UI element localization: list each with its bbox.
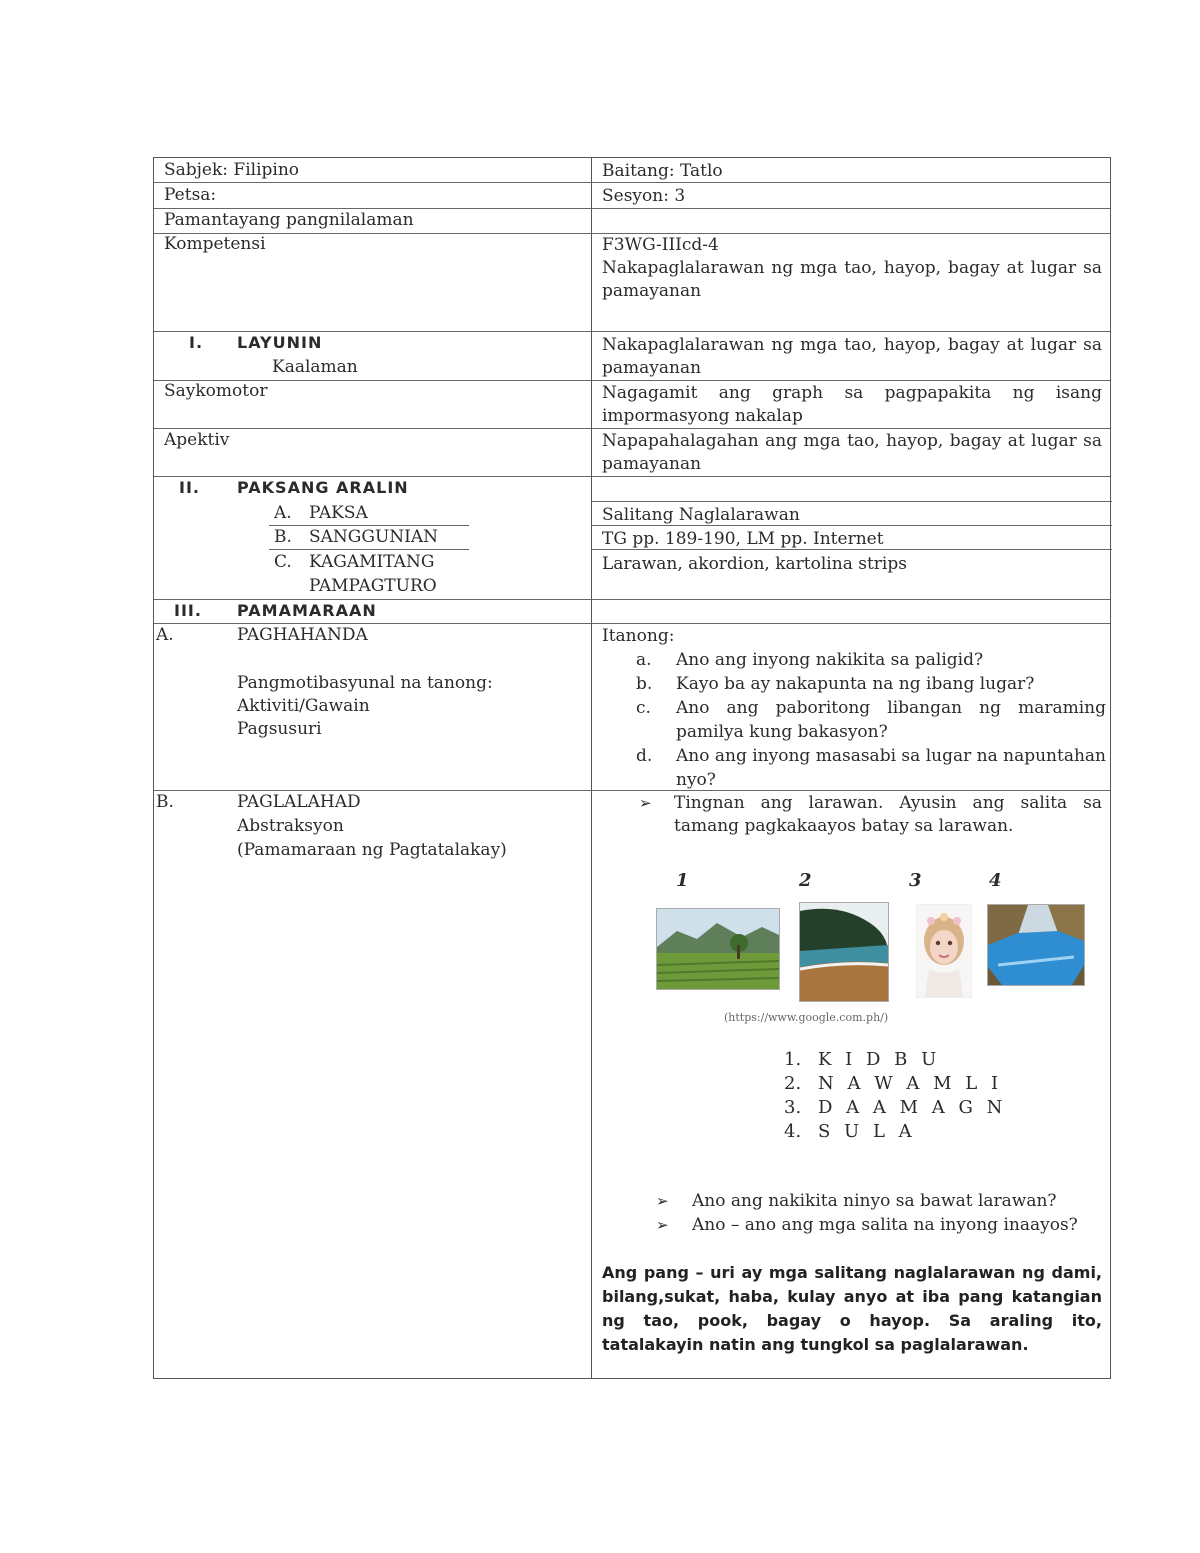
list-item: b. Kayo ba ay nakapunta na ng ibang lugar? <box>636 674 1035 694</box>
questions-list <box>636 648 1106 792</box>
topic-value: Salitang Naglalarawan <box>602 505 800 525</box>
psychomotor-label: Saykomotor <box>164 381 268 401</box>
list-item: 3. D A A M A G N <box>784 1097 1007 1118</box>
girl-portrait-image <box>916 904 972 998</box>
materials-label-2: PAMPAGTURO <box>309 576 437 596</box>
objectives-roman: I. <box>189 333 204 352</box>
scrambled-words-list <box>784 1048 1006 1144</box>
objectives-title: LAYUNIN <box>237 333 323 352</box>
topic-letter: A. <box>274 503 292 523</box>
materials-value: Larawan, akordion, kartolina strips <box>602 554 907 574</box>
picture-number: 4 <box>989 870 1002 891</box>
subject-matter-roman: II. <box>179 478 200 497</box>
prep-title: PAGHAHANDA <box>237 625 368 645</box>
row-divider <box>592 501 1112 502</box>
list-item: d. Ano ang inyong masasabi sa lugar na napuntahan nyo? <box>636 746 1106 790</box>
resort-pool-image <box>987 904 1085 986</box>
subject-label: Sabjek: Filipino <box>164 160 300 180</box>
lesson-plan-table <box>153 157 1111 1379</box>
picture-number: 1 <box>676 870 689 891</box>
procedure-roman: III. <box>174 601 202 620</box>
materials-letter: C. <box>274 552 292 572</box>
reference-label: SANGGUNIAN <box>309 527 439 547</box>
presentation-title: PAGLALAHAD <box>237 792 361 812</box>
reference-letter: B. <box>274 527 292 547</box>
row-divider <box>154 428 1110 429</box>
arrow-bullet-icon: ➢ <box>639 794 652 812</box>
knowledge-text: Nakapaglalarawan ng mga tao, hayop, bagay at lugar sa pamayanan <box>602 335 1102 378</box>
knowledge-label: Kaalaman <box>272 357 358 377</box>
competency-label: Kompetensi <box>164 234 266 254</box>
psychomotor-text: Nagagamit ang graph sa pagpapakita ng isang impormasyong nakalap <box>602 383 1102 426</box>
picture-number: 2 <box>799 870 812 891</box>
follow-up-question: Ano – ano ang mga salita na inyong inaayos? <box>692 1215 1078 1235</box>
materials-label: KAGAMITANG <box>309 552 435 572</box>
list-item: a. Ano ang inyong nakikita sa paligid? <box>636 650 984 670</box>
arrow-bullet-icon: ➢ <box>656 1216 669 1234</box>
presentation-sub1: Abstraksyon <box>237 816 344 836</box>
prep-sub2: Aktiviti/Gawain <box>237 696 370 716</box>
column-divider <box>591 158 592 1378</box>
prep-letter: A. <box>156 625 174 645</box>
procedure-title: PAMAMARAAN <box>237 601 377 620</box>
rice-field-image <box>656 908 780 990</box>
prep-sub3: Pagsusuri <box>237 719 322 739</box>
arrow-bullet-icon: ➢ <box>656 1192 669 1210</box>
affective-label: Apektiv <box>164 430 230 450</box>
presentation-letter: B. <box>156 792 174 812</box>
questions-label: Itanong: <box>602 626 675 646</box>
subject-matter-title: PAKSANG ARALIN <box>237 478 409 497</box>
date-label: Petsa: <box>164 185 217 205</box>
list-item: 1. K I D B U <box>784 1049 941 1070</box>
grade-label: Baitang: Tatlo <box>602 161 723 181</box>
prep-sub1: Pangmotibasyunal na tanong: <box>237 673 493 693</box>
content-standard-label: Pamantayang pangnilalaman <box>164 210 414 230</box>
follow-up-question: Ano ang nakikita ninyo sa bawat larawan? <box>692 1191 1057 1211</box>
picture-number: 3 <box>909 870 922 891</box>
session-label: Sesyon: 3 <box>602 186 686 206</box>
reference-value: TG pp. 189-190, LM pp. Internet <box>602 529 884 549</box>
competency-text: Nakapaglalarawan ng mga tao, hayop, bagay at lugar sa pamayanan <box>602 258 1102 301</box>
picture-row <box>654 870 1094 1000</box>
list-item: 4. S U L A <box>784 1121 916 1142</box>
presentation-sub2: (Pamamaraan ng Pagtatalakay) <box>237 840 507 860</box>
list-item: 2. N A W A M L I <box>784 1073 1003 1094</box>
topic-label: PAKSA <box>309 503 368 523</box>
row-divider <box>154 380 1110 381</box>
affective-text: Napapahalagahan ang mga tao, hayop, bagay at lugar sa pamayanan <box>602 431 1102 474</box>
pang-uri-definition: Ang pang – uri ay mga salitang naglalarawan ng dami, bilang,sukat, haba, kulay anyo at iba pang katangian ng tao, pook, bagay o hayop. Sa araling ito, tatalakayin natin ang tungkol sa paglalarawan. <box>602 1263 1102 1354</box>
beach-image <box>799 902 889 1002</box>
presentation-instruction: Tingnan ang larawan. Ayusin ang salita sa tamang pagkakaayos batay sa larawan. <box>674 793 1102 836</box>
competency-code: F3WG-IIIcd-4 <box>602 235 719 255</box>
list-item: c. Ano ang paboritong libangan ng maraming pamilya kung bakasyon? <box>636 698 1106 742</box>
image-source: (https://www.google.com.ph/) <box>724 1011 889 1024</box>
